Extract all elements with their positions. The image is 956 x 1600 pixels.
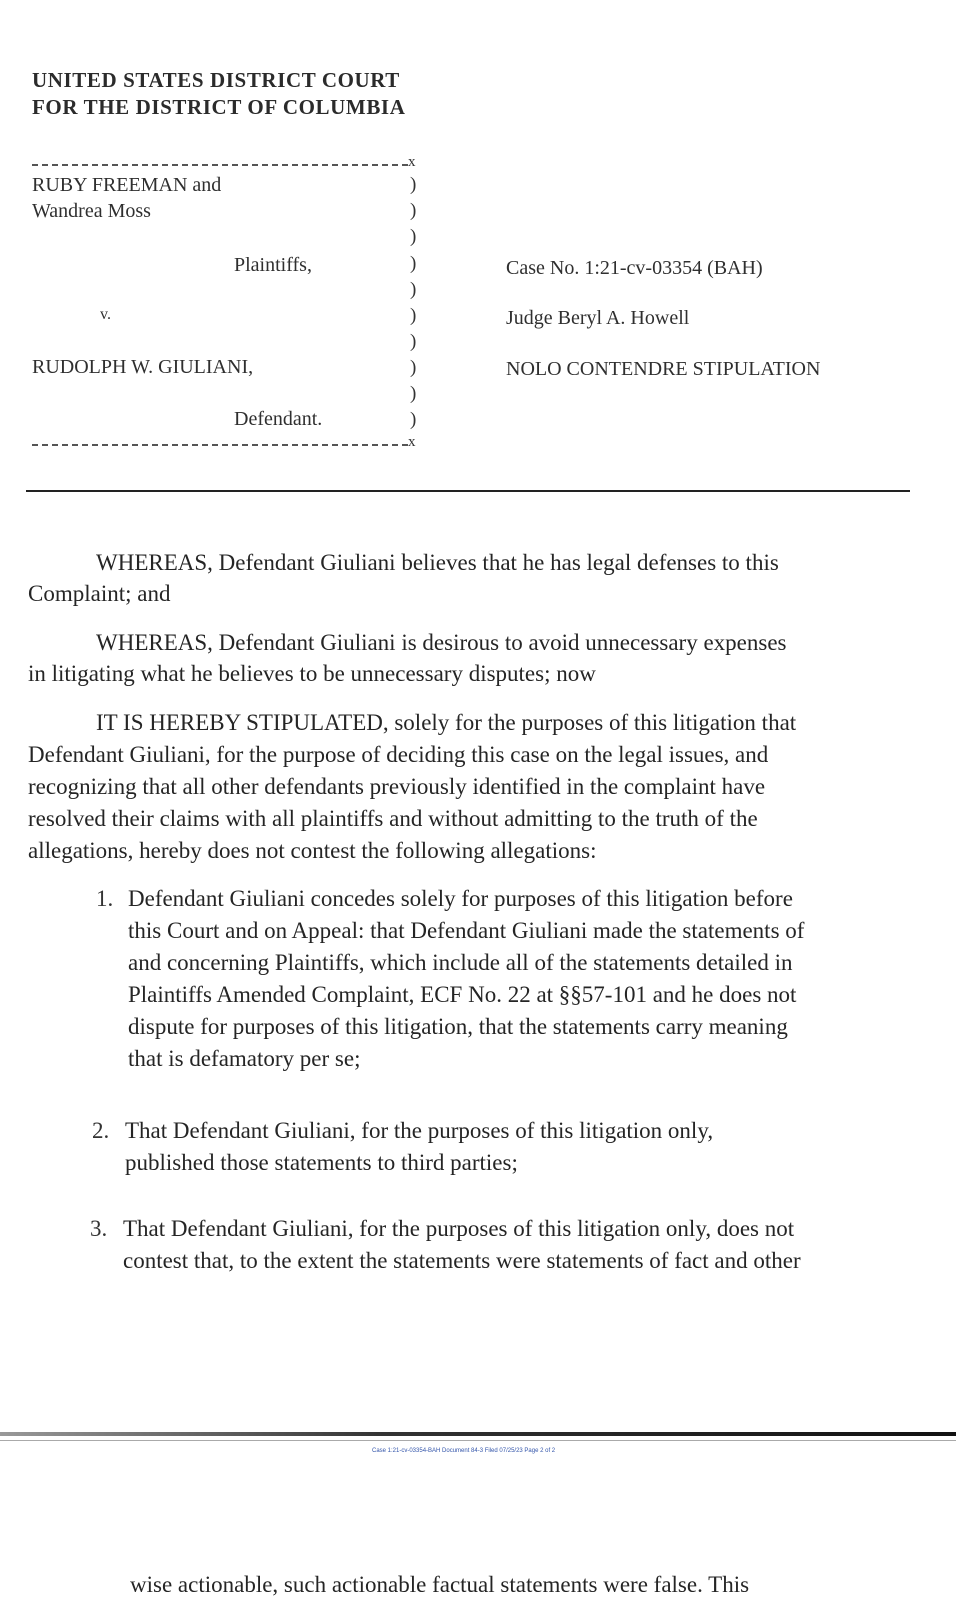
item-2-line: That Defendant Giuliani, for the purposes of this litigation only, xyxy=(125,1118,714,1143)
ecf-header-stamp: Case 1:21-cv-03354-BAH Document 84-3 Filed 07/25/23 Page 2 of 2 xyxy=(372,1448,556,1454)
item-1-line: dispute for purposes of this litigation, that the statements carry meaning xyxy=(128,1014,788,1039)
whereas-paragraph-2-line: in litigating what he believes to be unnecessary disputes; now xyxy=(28,661,596,686)
plaintiff-name-1: RUBY FREEMAN and xyxy=(32,174,222,196)
item-2-line: published those statements to third parties; xyxy=(125,1150,518,1175)
item-1-line: this Court and on Appeal: that Defendant Giuliani made the statements of xyxy=(128,918,805,943)
whereas-paragraph-2-line: WHEREAS, Defendant Giuliani is desirous to avoid unnecessary expenses xyxy=(96,630,787,655)
whereas-paragraph-1-line: Complaint; and xyxy=(28,581,171,606)
court-name-line2: FOR THE DISTRICT OF COLUMBIA xyxy=(32,95,406,119)
header-separator xyxy=(26,490,910,492)
caption-paren: ) xyxy=(410,409,417,430)
item-1-line: Plaintiffs Amended Complaint, ECF No. 22 at §§57-101 and he does not xyxy=(128,982,797,1007)
plaintiff-name-2: Wandrea Moss xyxy=(32,200,151,222)
caption-paren: ) xyxy=(410,279,417,300)
page-break-edge xyxy=(0,1432,956,1436)
caption-paren: ) xyxy=(410,226,417,247)
versus-label: v. xyxy=(100,306,111,323)
item-number: 1. xyxy=(96,886,114,911)
item-number: 3. xyxy=(90,1216,108,1241)
caption-paren: ) xyxy=(410,174,417,195)
stipulation-paragraph-line: resolved their claims with all plaintiffs and without admitting to the truth of the xyxy=(28,806,758,831)
page-break-line xyxy=(0,1440,956,1441)
caption-paren: ) xyxy=(410,331,417,352)
judge-name: Judge Beryl A. Howell xyxy=(506,307,690,329)
item-3-line: contest that, to the extent the statements were statements of fact and other xyxy=(123,1248,801,1273)
document-title: NOLO CONTENDRE STIPULATION xyxy=(506,358,821,380)
defendant-name: RUDOLPH W. GIULIANI, xyxy=(32,356,254,378)
continuation-line: wise actionable, such actionable factual statements were false. This xyxy=(130,1572,750,1597)
caption-paren: ) xyxy=(410,253,417,274)
caption-paren: ) xyxy=(410,357,417,378)
item-1-line: that is defamatory per se; xyxy=(128,1046,361,1071)
item-number: 2. xyxy=(92,1118,110,1143)
item-1-line: and concerning Plaintiffs, which include all of the statements detailed in xyxy=(128,950,793,975)
stipulation-paragraph-line: recognizing that all other defendants previously identified in the complaint have xyxy=(28,774,766,799)
stipulation-paragraph-line: Defendant Giuliani, for the purpose of deciding this case on the legal issues, and xyxy=(28,742,769,767)
item-1-line: Defendant Giuliani concedes solely for purposes of this litigation before xyxy=(128,886,793,911)
caption-paren: ) xyxy=(410,383,417,404)
defendant-label: Defendant. xyxy=(234,408,323,430)
caption-paren: ) xyxy=(410,200,417,221)
plaintiffs-label: Plaintiffs, xyxy=(234,254,312,276)
court-name-line1: UNITED STATES DISTRICT COURT xyxy=(32,68,400,92)
stipulation-paragraph-line: allegations, hereby does not contest the following allegations: xyxy=(28,838,597,863)
case-number: Case No. 1:21-cv-03354 (BAH) xyxy=(506,257,763,279)
whereas-paragraph-1-line: WHEREAS, Defendant Giuliani believes that he has legal defenses to this xyxy=(96,550,779,575)
item-3-line: That Defendant Giuliani, for the purposes of this litigation only, does not xyxy=(123,1216,795,1241)
stipulation-paragraph-line: IT IS HEREBY STIPULATED, solely for the purposes of this litigation that xyxy=(96,710,797,735)
caption-paren: ) xyxy=(410,305,417,326)
